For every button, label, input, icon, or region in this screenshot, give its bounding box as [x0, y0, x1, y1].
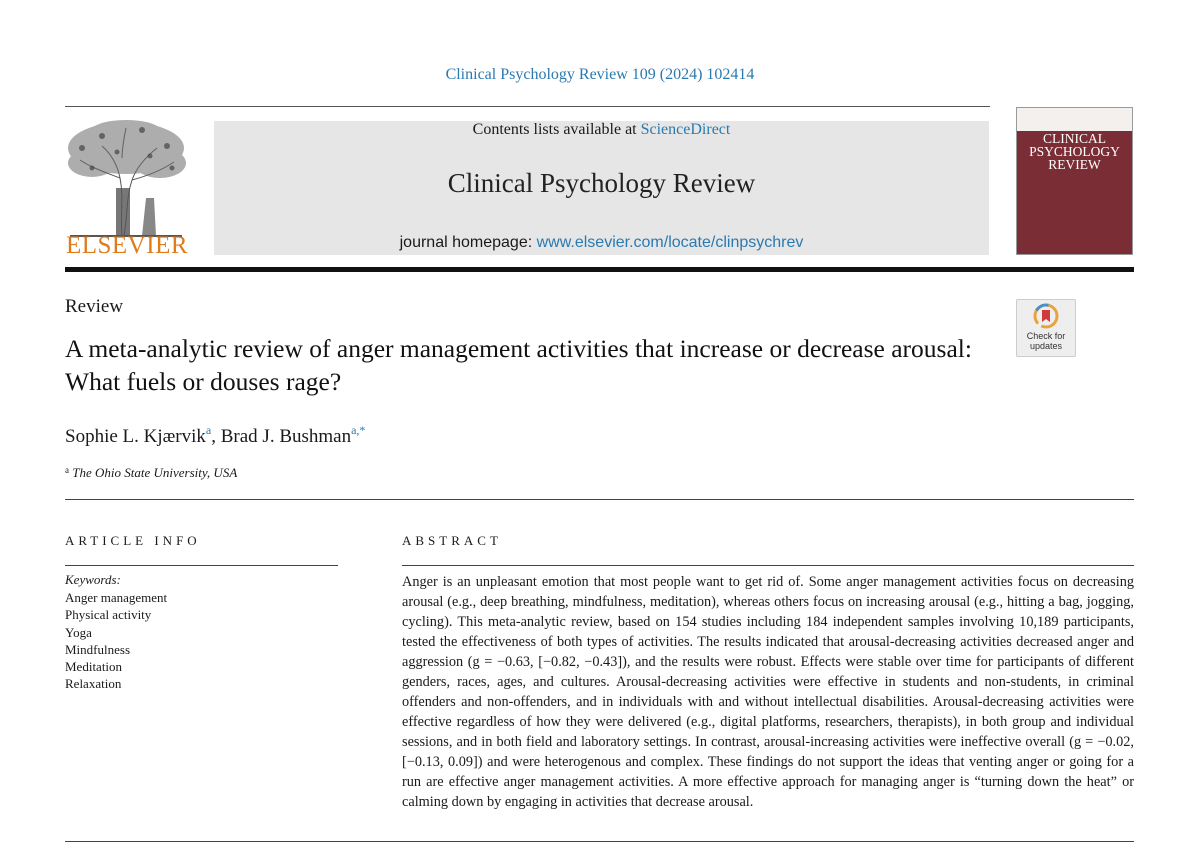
- cover-title-line: PSYCHOLOGY: [1029, 144, 1120, 159]
- homepage-line: [214, 234, 989, 252]
- cover-title-line: REVIEW: [1048, 157, 1101, 172]
- keyword-item: Physical activity: [65, 607, 152, 623]
- affiliation-marker[interactable]: a: [205, 423, 212, 437]
- paper-title: A meta-analytic review of anger management activities that increase or decrease arousal: What fuels or douses rage?: [65, 334, 972, 396]
- footer-divider: [65, 841, 1134, 842]
- header-divider: [65, 106, 990, 107]
- affiliation: [65, 465, 237, 481]
- journal-citation[interactable]: Clinical Psychology Review 109 (2024) 102414: [445, 66, 755, 83]
- author-name[interactable]: Brad J. Bushman: [220, 426, 352, 447]
- affiliation-marker[interactable]: a,*: [351, 423, 366, 437]
- homepage-link[interactable]: www.elsevier.com/locate/clinpsychrev: [536, 234, 804, 251]
- homepage-prefix: journal homepage:: [399, 234, 537, 251]
- author-list: [65, 423, 366, 448]
- abstract-heading: ABSTRACT: [402, 533, 502, 548]
- elsevier-tree-logo-icon: [62, 118, 190, 238]
- affiliation-text: The Ohio State University, USA: [72, 465, 238, 480]
- keywords-label: Keywords:: [65, 572, 121, 587]
- elsevier-wordmark: ELSEVIER: [65, 232, 189, 259]
- journal-title: Clinical Psychology Review: [447, 168, 756, 198]
- check-for-updates-label: [1017, 331, 1075, 351]
- author-name[interactable]: Sophie L. Kjærvik: [65, 426, 206, 447]
- cover-title-line: CLINICAL: [1043, 131, 1106, 146]
- check-line: updates: [1029, 341, 1063, 351]
- keywords-list: [65, 589, 167, 693]
- abstract-text: Anger is an unpleasant emotion that most people want to get rid of. Some anger management activities focus on decreasing arousal (e.g., deep breathing, mindfulness, meditation), whereas others focus on increasing arousal (e.g., hitting a bag, jogging, cycling). This meta-analytic review, based on 154 studies including 184 independent samples involving 10,189 participants, tested the effectiveness of both types of activities. The results indicated that arousal-decreasing activities decreased anger and aggression (g = −0.63, [−0.82, −0.43]), and the results were robust. Effects were stable over time for participants of different genders, races, ages, and cultures. Arousal-decreasing activities were effective in students and non-students, in criminal offenders and non-offenders, and in individuals with and without intellectual disabilities. Arousal-decreasing activities were effective regardless of how they were delivered (e.g., digital platforms, researchers, therapists), in both group and individual sessions, and in both field and laboratory settings. In contrast, arousal-increasing activities were ineffective overall (g = −0.02, [−0.13, 0.09]) and were heterogenous and complex. These findings do not support the ideas that venting anger or going for a run are effective anger management activities. A more effective approach for managing anger is “turning down the heat” or calming down by engaging in activities that decrease arousal.: [402, 574, 1134, 810]
- sciencedirect-link[interactable]: ScienceDirect: [640, 121, 731, 138]
- check-for-updates-icon: [1033, 303, 1059, 329]
- header-thick-divider: [65, 267, 1134, 272]
- cover-title: [1017, 132, 1132, 171]
- section-divider: [65, 499, 1134, 500]
- check-line: Check for: [1026, 331, 1066, 341]
- keyword-item: Anger management: [65, 590, 168, 605]
- article-info-heading: ARTICLE INFO: [65, 533, 201, 548]
- article-info-divider: [65, 565, 338, 566]
- keyword-item: Relaxation: [65, 676, 122, 692]
- abstract-divider: [402, 565, 1134, 566]
- contents-prefix: Contents lists available at: [472, 121, 641, 138]
- contents-line: [214, 121, 989, 139]
- affiliation-marker: a: [65, 465, 69, 475]
- keyword-item: Mindfulness: [65, 641, 130, 657]
- keyword-item: Yoga: [65, 624, 92, 640]
- cover-header-strip: [1017, 108, 1132, 131]
- check-for-updates-button[interactable]: [1016, 299, 1076, 357]
- journal-cover[interactable]: [1016, 107, 1133, 255]
- article-section-label: Review: [65, 296, 124, 317]
- author-separator: ,: [211, 426, 221, 447]
- keyword-item: Meditation: [65, 659, 123, 675]
